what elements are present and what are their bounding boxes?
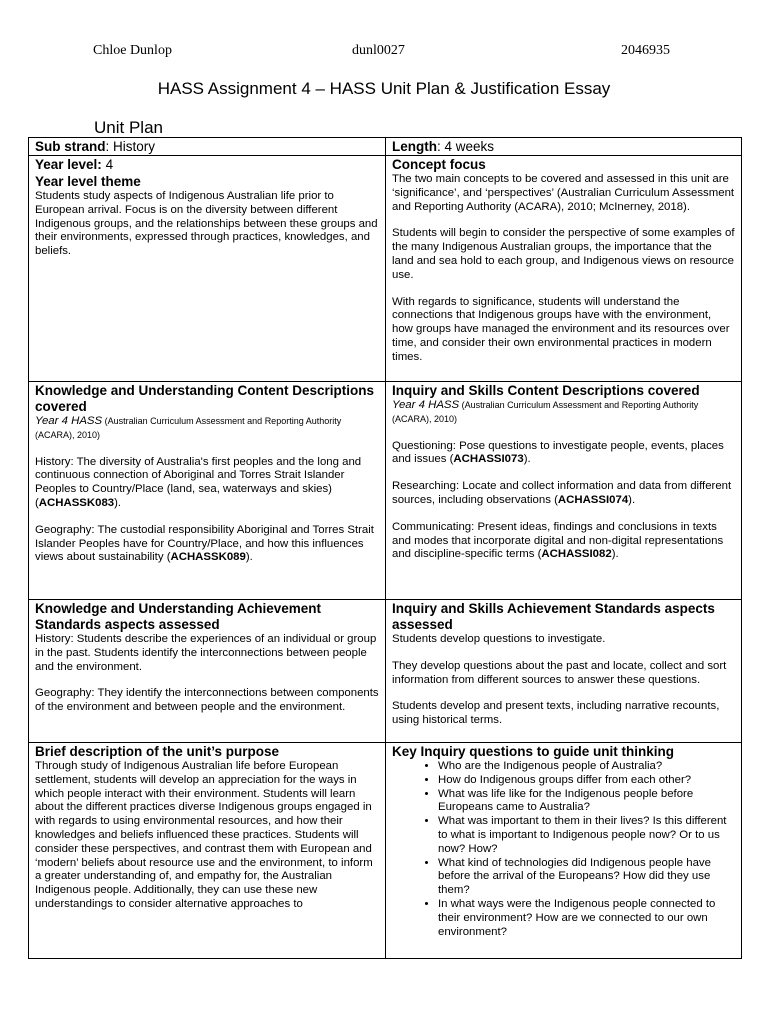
key-questions-cell [385, 743, 741, 958]
length-cell [385, 138, 741, 155]
purpose-heading: Brief description of the unit’s purpose [35, 744, 280, 759]
length-value: : 4 weeks [437, 139, 495, 154]
table-row [29, 742, 741, 958]
key-questions-heading: Key Inquiry questions to guide unit thinking [392, 744, 674, 759]
sub-strand-value: : History [105, 139, 156, 154]
sub-strand-label: Sub strand [35, 139, 106, 154]
is-researching: Researching: Locate and collect information and data from different sources, including observations (ACHASSI074). [392, 480, 732, 506]
list-item: • In what ways were the Indigenous people connected to their environment? How are we connected to our own environment? [438, 898, 735, 939]
is-achievement-cell [385, 600, 741, 742]
concept-paragraph: Students will begin to consider the perspective of some examples of the many Indigenous Australian groups, the importance that the land and sea hold to each group, and Indigenous views on resource use. [392, 227, 735, 281]
year-level-label: Year level: [35, 157, 102, 172]
ku-year-source: (Australian Curriculum Assessment and Reporting Authority (ACARA), 2010) [35, 416, 342, 440]
concept-heading: Concept focus [392, 157, 486, 172]
is-year-label: Year 4 HASS [392, 399, 460, 411]
is-achievement-heading: Inquiry and Skills Achievement Standards aspects assessed [392, 601, 715, 632]
is-year-source: (Australian Curriculum Assessment and Reporting Authority (ACARA), 2010) [392, 400, 699, 424]
year-theme-text: Students study aspects of Indigenous Australian life prior to European arrival. Focus is on the diversity between different Indigenous groups, and the relationships between these groups and their environments, expressed through practices, knowledges, and beliefs. [35, 190, 378, 258]
page-subtitle: Unit Plan [94, 118, 163, 137]
is-content-heading: Inquiry and Skills Content Descriptions covered [392, 383, 700, 398]
header-student-id: 2046935 [621, 43, 670, 58]
header-username: dunl0027 [352, 43, 405, 58]
list-item: • Who are the Indigenous people of Australia? [438, 760, 735, 774]
ku-geography-description: Geography: The custodial responsibility Aboriginal and Torres Strait Islander Peoples have for Country/Place, and how this influences views about sustainability (ACHASSK089). [35, 523, 374, 564]
list-item: • What was important to them in their lives? Is this different to what is important to Indigenous people now? Or to us now? How? [438, 815, 735, 856]
table-row [29, 381, 741, 599]
list-item: • What kind of technologies did Indigenous people have before the arrival of the Europeans? How did they use them? [438, 857, 735, 898]
curriculum-code: ACHASSI074 [557, 493, 629, 506]
length-label: Length [392, 139, 437, 154]
unit-plan-table [28, 137, 742, 959]
list-item: • How do Indigenous groups differ from each other? [438, 774, 735, 788]
ku-achievement-cell [29, 600, 385, 742]
ku-history-description: History: The diversity of Australia's first peoples and the long and continuous connection of Aboriginal and Torres Strait Islander Peoples to Country/Place (land, sea, waterways and skies) (ACHASSK083). [35, 455, 362, 509]
purpose-text: Through study of Indigenous Australian life before European settlement, students will develop an appreciation for the ways in which people interact with their environment. Students will learn about the different practices diverse Indigenous groups engaged in with regards to using environmental resources, and how their knowledges and beliefs influenced these practices. Students will consider these perspectives, and contrast them with European and ‘modern’ beliefs about resource use and the environment, to inform a greater understanding of, and empathy for, the Australian Indigenous people. Additionally, they can use these new understandings to consider alternative approaches to [35, 760, 373, 910]
purpose-cell [29, 743, 385, 958]
year-level-value: 4 [101, 157, 114, 172]
curriculum-code: ACHASSI082 [541, 548, 612, 561]
concept-cell [385, 156, 741, 381]
is-content-cell [385, 382, 741, 599]
sub-strand-cell [29, 138, 385, 155]
ku-content-heading: Knowledge and Understanding Content Descriptions covered [35, 383, 375, 414]
table-row [29, 599, 741, 742]
is-achievement-paragraph: Students develop questions to investigate. [392, 633, 606, 645]
ku-achievement-history: History: Students describe the experiences of an individual or group in the past. Students identify the interconnections between people and the environment. [35, 633, 377, 673]
concept-paragraph: The two main concepts to be covered and assessed in this unit are ‘significance’, and ‘perspectives’ (Australian Curriculum Assessment and Reporting Authority (ACARA), 2010; McInerney, 2018). [392, 173, 735, 213]
table-row [29, 155, 741, 381]
year-theme-heading: Year level theme [35, 174, 141, 189]
is-communicating: Communicating: Present ideas, findings and conclusions in texts and modes that incorporate digital and non-digital representations and discipline-specific terms (ACHASSI082). [392, 520, 724, 561]
key-questions-list [392, 760, 735, 939]
concept-paragraph: With regards to significance, students will understand the connections that Indigenous groups have with the environment, how groups have managed the environment and its resources over time, and consider their own environmental practices in modern times. [392, 295, 730, 363]
header-name: Chloe Dunlop [93, 43, 172, 58]
is-achievement-paragraph: They develop questions about the past and locate, collect and sort information from different sources to answer these questions. [392, 659, 727, 686]
is-questioning: Questioning: Pose questions to investigate people, events, places and issues (ACHASSI073). [392, 439, 724, 466]
ku-content-cell [29, 382, 385, 599]
ku-year-label: Year 4 HASS [35, 415, 103, 427]
is-achievement-paragraph: Students develop and present texts, including narrative recounts, using historical terms. [392, 700, 720, 727]
page-title: HASS Assignment 4 – HASS Unit Plan & Justification Essay [157, 79, 611, 98]
year-level-cell [29, 156, 385, 381]
curriculum-code: ACHASSK089 [170, 551, 246, 564]
ku-achievement-heading: Knowledge and Understanding Achievement Standards aspects assessed [35, 601, 322, 632]
curriculum-code: ACHASSK083 [38, 496, 115, 509]
table-row [29, 138, 741, 155]
curriculum-code: ACHASSI073 [453, 453, 524, 466]
ku-achievement-geography: Geography: They identify the interconnections between components of the environment and between people and the environment. [35, 687, 379, 714]
list-item: • What was life like for the Indigenous people before Europeans came to Australia? [438, 788, 735, 816]
